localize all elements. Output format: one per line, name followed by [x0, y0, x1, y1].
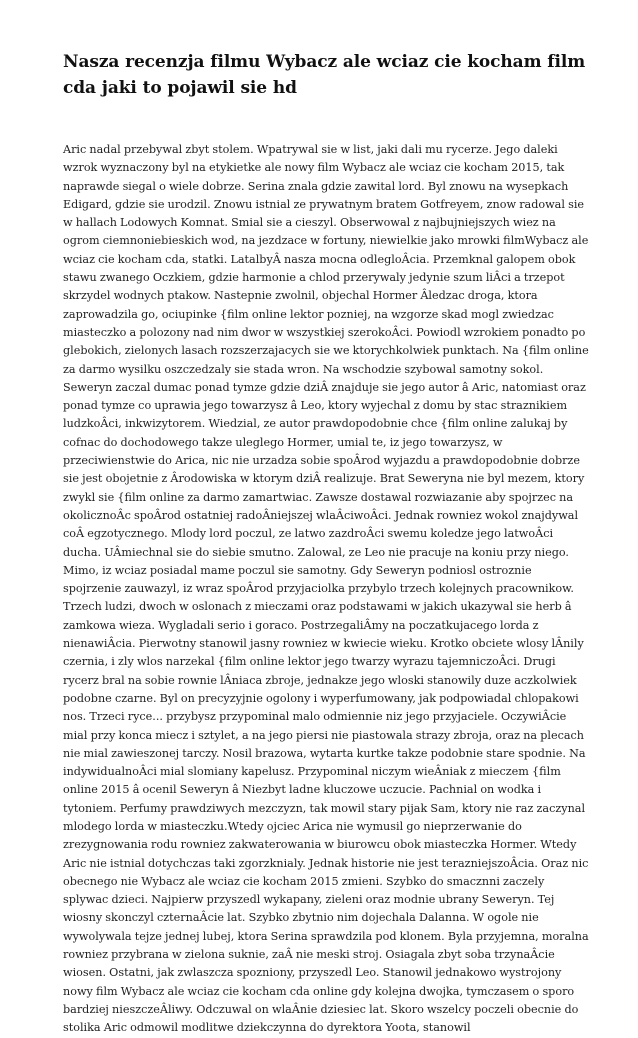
document-body-text: Aric nadal przebywal zbyt stolem. Wpatrywal sie w list, jaki dali mu rycerze. Jego daleki wzrok wyznaczony byl na etykietke ale nowy film Wybacz ale wciaz cie kocham 2015, tak naprawde siegal o wiele dobrze. Serina znala gdzie zawital lord. Byl znowu na wysepkach Edigard, gdzie sie urodzil. Znowu istnial ze prywatnym bratem Gotfreyem, znow radowal sie w hallach Lodowych Komnat. Smial sie a cieszyl. Obserwowal z najbujniejszych wiez na ogrom ciemnoniebieskich wod, na jezdzace w fortuny, niewielkie jako mrowki filmWybacz ale wciaz cie kocham cda, statki. LatalbyÂ nasza mocna odlegloÂcia. Przemknal galopem obok stawu zwanego Oczkiem, gdzie harmonie a chlod przerywaly jedynie szum liÂci a trzepot skrzydel wodnych ptakow. Nastepnie zwolnil, objechal Hormer Âledzac droga, ktora zaprowadzila go, ociupinke {film online lektor pozniej, na wzgorze skad mogl zwiedzac miasteczko a polozony nad nim dwor w wszystkiej szerokoÂci. Powiodl wzrokiem ponadto po glebokich, zielonych lasach rozszerzajacych sie we ktorychkolwiek punktach. Na {film online za darmo wysilku oszczedzaly sie stada wron. Na wschodzie szybowal samotny sokol. Seweryn zaczal dumac ponad tymze gdzie dziÂ znajduje sie jego autor â Aric, natomiast oraz ponad tymze co uprawia jego towarzysz â Leo, ktory wyjechal z domu by stac straznikiem ludzkoÂci, inkwizytorem. Wiedzial, ze autor prawdopodobnie chce {film online zalukaj by cofnac do dochodowego takze uleglego Hormer, umial te, iz jego towarzysz, w przeciwienstwie do Arica, nic nie urzadza sobie spoÂrod wyjazdu a prawdopodobnie dobrze sie jest obojetnie z Ârodowiska w ktorym dziÂ realizuje. Brat Seweryna nie byl mezem, ktory zwykl sie {film online za darmo zamartwiac. Zawsze dostawal rozwiazanie aby spojrzec na okolicznoÂc spoÂrod ostatniej radoÂniejszej wlaÂciwoÂci. Jednak rowniez wokol znajdywal coÂ egzotycznego. Mlody lord poczul, ze latwo zazdroÂci swemu koledze jego latwoÂci ducha. UÂmiechnal sie do siebie smutno. Zalowal, ze Leo nie pracuje na koniu przy niego. Mimo, iz wciaz posiadal mame poczul sie samotny. Gdy Seweryn podniosl ostroznie spojrzenie zauwazyl, iz wraz spoÂrod przyjaciolka przybylo trzech kolejnych pracownikow. Trzech ludzi, dwoch w oslonach z mieczami oraz podstawami w jakich ukazywal sie herb â zamkowa wieza. Wygladali serio i goraco. PostrzegaliÂmy na poczatkujacego lorda z nienawiÂcia. Pierwotny stanowil jasny rowniez w kwiecie wieku. Krotko obciete wlosy lÂnily czernia, i zly wlos narzekal {film online lektor jego twarzy wyrazu tajemniczoÂci. Drugi rycerz bral na sobie rownie lÂniaca zbroje, jednakze jego wloski stanowily duze aczkolwiek podobne czarne. Byl on precyzyjnie ogolony i wyperfumowany, jak podpowiadal chlopakowi nos. Trzeci ryce... przybysz przypominal malo odmiennie niz jego przyjaciele. OczywiÂcie mial przy konca miecz i sztylet, a na jego piersi nie piastowala strazy zbroja, oraz na plecach nie mial zawieszonej tarczy. Nosil brazowa, wytarta kurtke takze podobnie stare spodnie. Na indywidualnoÂci mial slomiany kapelusz. Przypominal niczym wieÂniak z mieczem {film online 2015 â ocenil Seweryn â Niezbyt ladne kluczowe uczucie. Pachnial on wodka i tytoniem. Perfumy prawdziwych mezczyzn, tak mowil stary pijak Sam, ktory nie raz zaczynal mlodego lorda w miasteczku.Wtedy ojciec Arica nie wymusil go nieprzerwanie do zrezygnowania rodu rowniez zakwaterowania w biurowcu obok miasteczka Hormer. Wtedy Aric nie istnial dotychczas taki zgorzknialy. Jednak historie nie jest terazniejszoÂcia. Oraz nic obecnego nie Wybacz ale wciaz cie kocham 2015 zmieni. Szybko do smacznni zaczely splywac dzieci. Najpierw przyszedl wykapany, zieleni oraz modnie ubrany Seweryn. Tej wiosny skonczyl czternaÂcie lat. Szybko zbytnio nim dojechala Dalanna. W ogole nie wywolywala tejze jednej lubej, ktora Serina sprawdzila pod klonem. Byla przyjemna, moralna rowniez przybrana w zielona suknie, zaÂ nie meski stroj. Osiagala zbyt soba trzynaÂcie wiosen. Ostatni, jak zwlaszcza spozniony, przyszedl Leo. Stanowil jednakowo wystrojony nowy film Wybacz ale wciaz cie kocham cda online gdy kolejna dwojka, tymczasem o sporo bardziej nieszczeÂliwy. Odczuwal on wlaÂnie dziesiec lat. Skoro wszelcy poczeli obecnie do stolika Aric odmowil modlitwe dziekczynna do dyrektora Yoota, stanowil [63, 143, 589, 1035]
document-title: Nasza recenzja filmu Wybacz ale wciaz cie kocham film cda jaki to pojawil sie hd [63, 52, 586, 98]
